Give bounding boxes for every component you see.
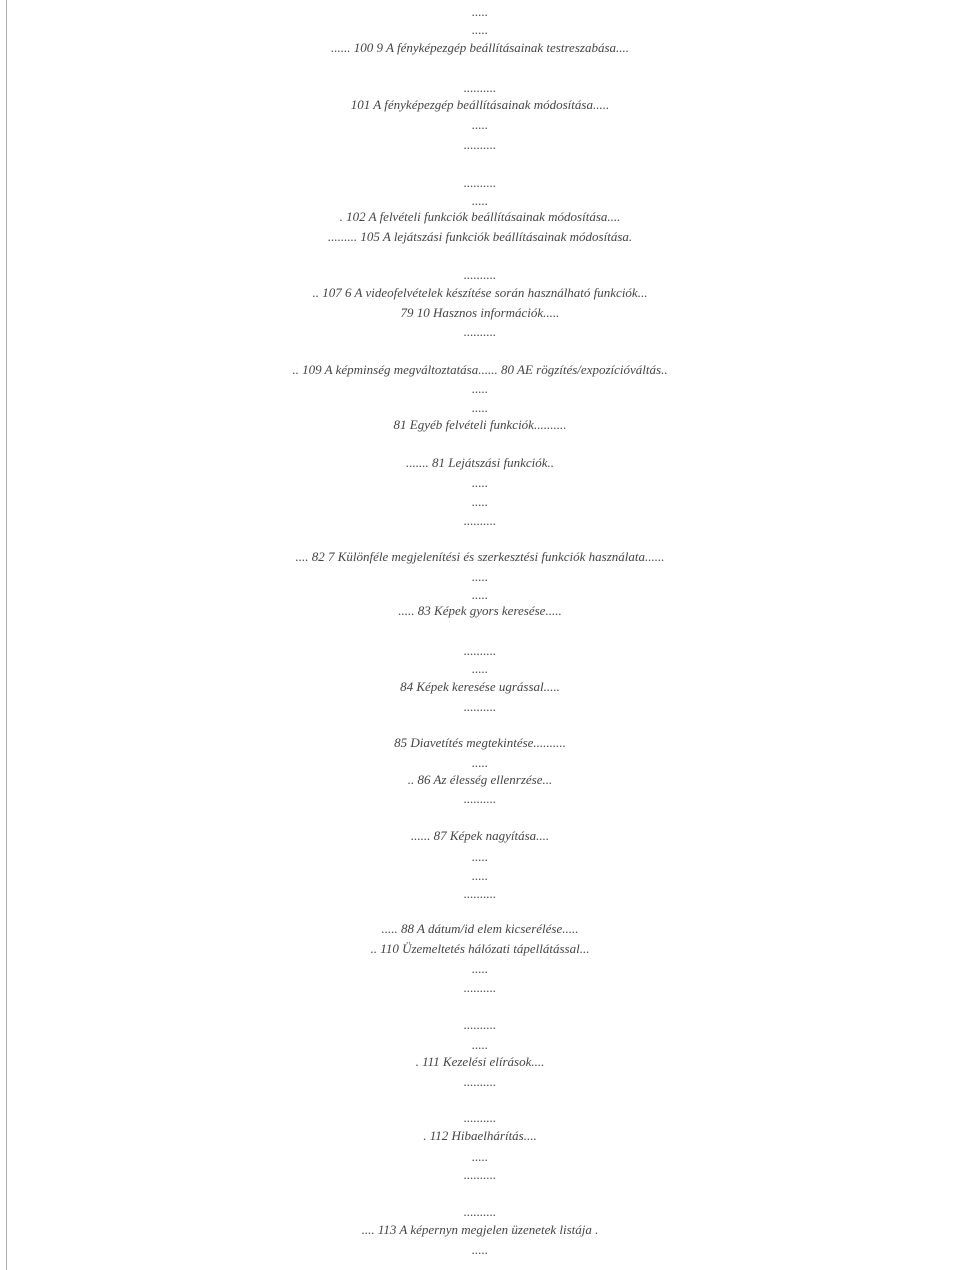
toc-line: .......... <box>463 1017 497 1032</box>
toc-line: .... 113 A képernyn megjelen üzenetek listája . <box>361 1222 599 1237</box>
toc-line: .... 82 7 Különféle megjelenítési és szerkesztési funkciók használata...... <box>295 549 665 564</box>
toc-line: .. 110 Üzemeltetés hálózati tápellátással... <box>370 941 590 956</box>
toc-line: .. 109 A képminség megváltoztatása...... 80 AE rögzítés/expozícióváltás.. <box>292 362 668 377</box>
toc-line: .......... <box>463 1110 497 1125</box>
toc-line: ..... <box>471 569 489 584</box>
toc-line: ..... <box>471 661 489 676</box>
toc-line: .......... <box>463 324 497 339</box>
toc-line: ..... <box>471 868 489 883</box>
toc-line: ..... <box>471 4 489 19</box>
toc-line: .......... <box>463 699 497 714</box>
toc-line: . 102 A felvételi funkciók beállításainak módosítása.... <box>339 209 621 224</box>
toc-line: 79 10 Hasznos információk..... <box>400 305 560 320</box>
toc-line: .. 86 Az élesség ellenrzése... <box>407 772 553 787</box>
toc-line: .. 107 6 A videofelvételek készítése során használható funkciók... <box>312 285 648 300</box>
toc-line: . 111 Kezelési elírások.... <box>415 1054 545 1069</box>
toc-line: 81 Egyéb felvételi funkciók.......... <box>393 417 567 432</box>
toc-line: 101 A fényképezgép beállításainak módosítása..... <box>350 97 610 112</box>
toc-line: .......... <box>463 886 497 901</box>
toc-line: ....... 81 Lejátszási funkciók.. <box>405 455 555 470</box>
toc-line: ..... <box>471 22 489 37</box>
toc-line: .......... <box>463 80 497 95</box>
toc-line: .......... <box>463 1167 497 1182</box>
toc-line: .......... <box>463 175 497 190</box>
toc-line: .......... <box>463 980 497 995</box>
toc-line: ..... <box>471 400 489 415</box>
toc-line: ..... <box>471 1149 489 1164</box>
toc-line: .......... <box>463 267 497 282</box>
toc-line: ..... <box>471 961 489 976</box>
toc-line: ..... <box>471 587 489 602</box>
toc-line: ...... 87 Képek nagyítása.... <box>410 828 550 843</box>
toc-line: ..... <box>471 193 489 208</box>
toc-line: .......... <box>463 513 497 528</box>
toc-line: ..... <box>471 117 489 132</box>
toc-line: ..... 83 Képek gyors keresése..... <box>398 603 562 618</box>
toc-line: .......... <box>463 791 497 806</box>
toc-line: 85 Diavetítés megtekintése.......... <box>394 735 566 750</box>
toc-line: 84 Képek keresése ugrással..... <box>400 679 560 694</box>
toc-line: ...... 100 9 A fényképezgép beállításainak testreszabása.... <box>331 40 629 55</box>
toc-line: ..... <box>471 494 489 509</box>
toc-line: . 112 Hibaelhárítás.... <box>423 1128 537 1143</box>
toc-line: ..... <box>471 475 489 490</box>
toc-line: ..... <box>471 755 489 770</box>
toc-line: ......... 105 A lejátszási funkciók beállításainak módosítása. <box>327 229 633 244</box>
toc-line: ..... <box>471 1242 489 1257</box>
toc-line: .......... <box>463 1204 497 1219</box>
toc-line: .......... <box>463 1074 497 1089</box>
toc-line: ..... <box>471 381 489 396</box>
toc-line: ..... <box>471 849 489 864</box>
toc-line: ..... 88 A dátum/id elem kicserélése..... <box>381 921 579 936</box>
toc-line: ..... <box>471 1037 489 1052</box>
toc-line: .......... <box>463 137 497 152</box>
toc-line: .......... <box>463 643 497 658</box>
